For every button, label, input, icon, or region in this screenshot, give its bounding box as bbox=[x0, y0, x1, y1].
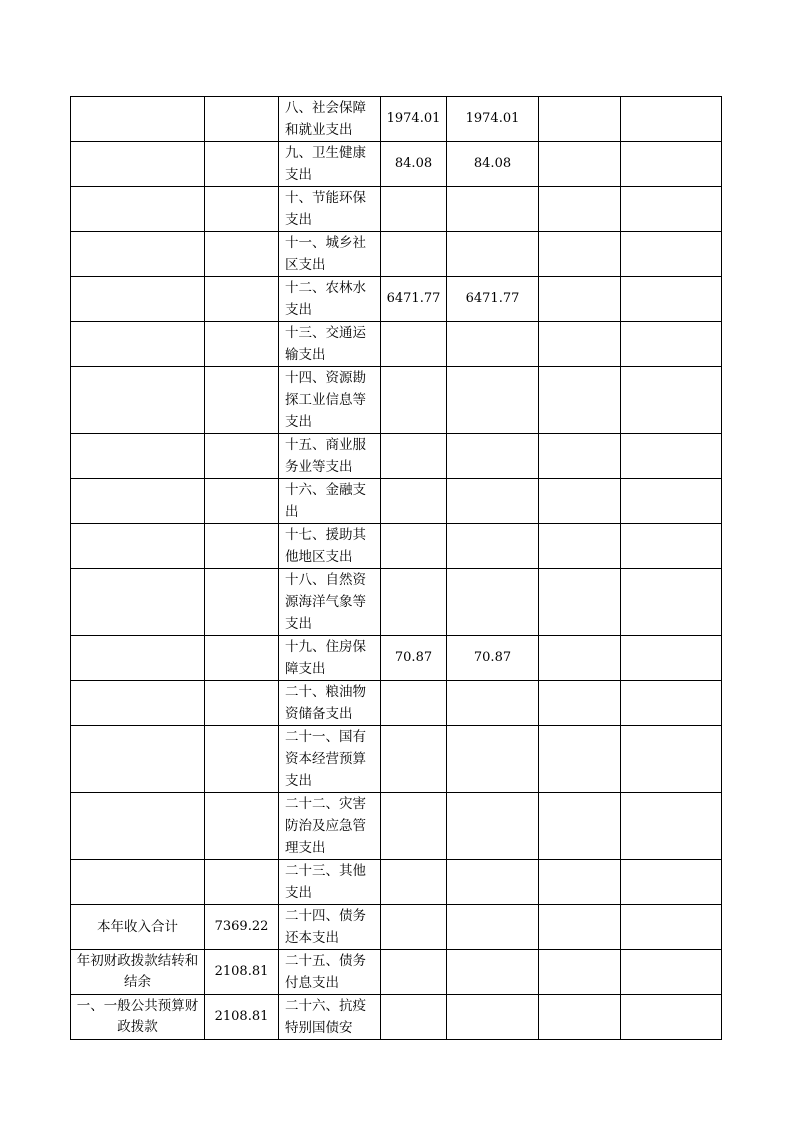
table-row bbox=[71, 187, 722, 232]
table-row bbox=[71, 97, 722, 142]
cell-general-budget: 84.08 bbox=[447, 142, 539, 187]
cell-expenditure-item: 二十、粮油物资储备支出 bbox=[279, 681, 381, 726]
cell-fund-budget bbox=[539, 479, 621, 524]
cell-other bbox=[621, 367, 722, 434]
cell-expenditure-item: 十四、资源勘探工业信息等支出 bbox=[279, 367, 381, 434]
cell-general-budget bbox=[447, 950, 539, 995]
table-row bbox=[71, 524, 722, 569]
cell-general-budget bbox=[447, 681, 539, 726]
cell-item bbox=[71, 97, 205, 142]
cell-expenditure-item: 十六、金融支出 bbox=[279, 479, 381, 524]
table-row bbox=[71, 681, 722, 726]
cell-item bbox=[71, 187, 205, 232]
cell-fund-budget bbox=[539, 793, 621, 860]
cell-amount bbox=[205, 681, 279, 726]
cell-expenditure-item: 八、社会保障和就业支出 bbox=[279, 97, 381, 142]
cell-other bbox=[621, 726, 722, 793]
cell-item bbox=[71, 860, 205, 905]
cell-amount bbox=[205, 367, 279, 434]
cell-fund-budget bbox=[539, 636, 621, 681]
cell-other bbox=[621, 905, 722, 950]
cell-total bbox=[381, 232, 447, 277]
cell-item bbox=[71, 142, 205, 187]
cell-other bbox=[621, 479, 722, 524]
cell-expenditure-item: 九、卫生健康支出 bbox=[279, 142, 381, 187]
cell-fund-budget bbox=[539, 322, 621, 367]
cell-total: 70.87 bbox=[381, 636, 447, 681]
cell-item bbox=[71, 636, 205, 681]
table-row bbox=[71, 726, 722, 793]
cell-fund-budget bbox=[539, 950, 621, 995]
cell-expenditure-item: 二十四、债务还本支出 bbox=[279, 905, 381, 950]
cell-item: 年初财政拨款结转和结余 bbox=[71, 950, 205, 995]
cell-expenditure-item: 十二、农林水支出 bbox=[279, 277, 381, 322]
cell-general-budget bbox=[447, 726, 539, 793]
cell-other bbox=[621, 187, 722, 232]
cell-total bbox=[381, 367, 447, 434]
cell-total bbox=[381, 681, 447, 726]
cell-general-budget bbox=[447, 905, 539, 950]
table-row bbox=[71, 905, 722, 950]
cell-total bbox=[381, 434, 447, 479]
cell-item bbox=[71, 434, 205, 479]
cell-other bbox=[621, 569, 722, 636]
cell-total: 84.08 bbox=[381, 142, 447, 187]
cell-other bbox=[621, 793, 722, 860]
cell-other bbox=[621, 950, 722, 995]
cell-fund-budget bbox=[539, 905, 621, 950]
cell-other bbox=[621, 322, 722, 367]
cell-general-budget bbox=[447, 479, 539, 524]
cell-item bbox=[71, 479, 205, 524]
cell-amount bbox=[205, 277, 279, 322]
cell-total bbox=[381, 322, 447, 367]
cell-amount bbox=[205, 97, 279, 142]
table-row bbox=[71, 860, 722, 905]
table-row bbox=[71, 322, 722, 367]
cell-expenditure-item: 二十二、灾害防治及应急管理支出 bbox=[279, 793, 381, 860]
cell-general-budget bbox=[447, 322, 539, 367]
table-row bbox=[71, 367, 722, 434]
cell-amount bbox=[205, 793, 279, 860]
cell-amount bbox=[205, 524, 279, 569]
cell-fund-budget bbox=[539, 142, 621, 187]
table-row bbox=[71, 232, 722, 277]
cell-amount bbox=[205, 479, 279, 524]
cell-total bbox=[381, 905, 447, 950]
cell-item bbox=[71, 793, 205, 860]
cell-total bbox=[381, 569, 447, 636]
cell-other bbox=[621, 681, 722, 726]
cell-total bbox=[381, 995, 447, 1040]
cell-item bbox=[71, 524, 205, 569]
cell-general-budget bbox=[447, 434, 539, 479]
cell-other bbox=[621, 97, 722, 142]
cell-item bbox=[71, 277, 205, 322]
cell-fund-budget bbox=[539, 187, 621, 232]
cell-total bbox=[381, 187, 447, 232]
cell-fund-budget bbox=[539, 569, 621, 636]
cell-expenditure-item: 十五、商业服务业等支出 bbox=[279, 434, 381, 479]
cell-item bbox=[71, 232, 205, 277]
cell-other bbox=[621, 636, 722, 681]
cell-expenditure-item: 十九、住房保障支出 bbox=[279, 636, 381, 681]
cell-general-budget bbox=[447, 860, 539, 905]
cell-item: 一、一般公共预算财政拨款 bbox=[71, 995, 205, 1040]
cell-fund-budget bbox=[539, 367, 621, 434]
cell-expenditure-item: 十、节能环保支出 bbox=[279, 187, 381, 232]
cell-amount bbox=[205, 726, 279, 793]
cell-amount: 7369.22 bbox=[205, 905, 279, 950]
cell-amount bbox=[205, 569, 279, 636]
cell-general-budget bbox=[447, 232, 539, 277]
cell-amount bbox=[205, 232, 279, 277]
cell-fund-budget bbox=[539, 995, 621, 1040]
cell-amount bbox=[205, 860, 279, 905]
cell-other bbox=[621, 277, 722, 322]
cell-fund-budget bbox=[539, 860, 621, 905]
table-row bbox=[71, 479, 722, 524]
cell-total bbox=[381, 793, 447, 860]
cell-general-budget bbox=[447, 524, 539, 569]
table-row bbox=[71, 793, 722, 860]
cell-total bbox=[381, 524, 447, 569]
cell-fund-budget bbox=[539, 524, 621, 569]
cell-total bbox=[381, 726, 447, 793]
cell-amount bbox=[205, 322, 279, 367]
table-row bbox=[71, 950, 722, 995]
cell-amount bbox=[205, 142, 279, 187]
cell-item bbox=[71, 569, 205, 636]
table-row bbox=[71, 995, 722, 1040]
cell-general-budget bbox=[447, 793, 539, 860]
cell-item bbox=[71, 726, 205, 793]
cell-fund-budget bbox=[539, 277, 621, 322]
cell-amount: 2108.81 bbox=[205, 995, 279, 1040]
cell-amount: 2108.81 bbox=[205, 950, 279, 995]
cell-general-budget bbox=[447, 569, 539, 636]
cell-expenditure-item: 二十一、国有资本经营预算支出 bbox=[279, 726, 381, 793]
cell-expenditure-item: 十三、交通运输支出 bbox=[279, 322, 381, 367]
cell-other bbox=[621, 434, 722, 479]
table-row bbox=[71, 434, 722, 479]
cell-general-budget: 1974.01 bbox=[447, 97, 539, 142]
cell-expenditure-item: 二十五、债务付息支出 bbox=[279, 950, 381, 995]
cell-general-budget: 6471.77 bbox=[447, 277, 539, 322]
cell-amount bbox=[205, 187, 279, 232]
table-row bbox=[71, 636, 722, 681]
cell-total: 6471.77 bbox=[381, 277, 447, 322]
cell-item bbox=[71, 681, 205, 726]
cell-other bbox=[621, 860, 722, 905]
cell-general-budget bbox=[447, 367, 539, 434]
cell-amount bbox=[205, 434, 279, 479]
cell-other bbox=[621, 524, 722, 569]
cell-item: 本年收入合计 bbox=[71, 905, 205, 950]
cell-expenditure-item: 十一、城乡社区支出 bbox=[279, 232, 381, 277]
cell-total: 1974.01 bbox=[381, 97, 447, 142]
cell-general-budget bbox=[447, 995, 539, 1040]
cell-amount bbox=[205, 636, 279, 681]
cell-general-budget bbox=[447, 187, 539, 232]
cell-total bbox=[381, 860, 447, 905]
cell-other bbox=[621, 995, 722, 1040]
cell-item bbox=[71, 367, 205, 434]
cell-fund-budget bbox=[539, 232, 621, 277]
cell-fund-budget bbox=[539, 434, 621, 479]
cell-general-budget: 70.87 bbox=[447, 636, 539, 681]
cell-item bbox=[71, 322, 205, 367]
cell-total bbox=[381, 479, 447, 524]
cell-other bbox=[621, 142, 722, 187]
cell-other bbox=[621, 232, 722, 277]
cell-total bbox=[381, 950, 447, 995]
cell-expenditure-item: 十七、援助其他地区支出 bbox=[279, 524, 381, 569]
table-row bbox=[71, 277, 722, 322]
cell-expenditure-item: 二十六、抗疫特别国债安 bbox=[279, 995, 381, 1040]
budget-table bbox=[70, 96, 722, 1040]
cell-fund-budget bbox=[539, 726, 621, 793]
table-row bbox=[71, 142, 722, 187]
cell-fund-budget bbox=[539, 97, 621, 142]
table-row bbox=[71, 569, 722, 636]
cell-fund-budget bbox=[539, 681, 621, 726]
cell-expenditure-item: 二十三、其他支出 bbox=[279, 860, 381, 905]
cell-expenditure-item: 十八、自然资源海洋气象等支出 bbox=[279, 569, 381, 636]
